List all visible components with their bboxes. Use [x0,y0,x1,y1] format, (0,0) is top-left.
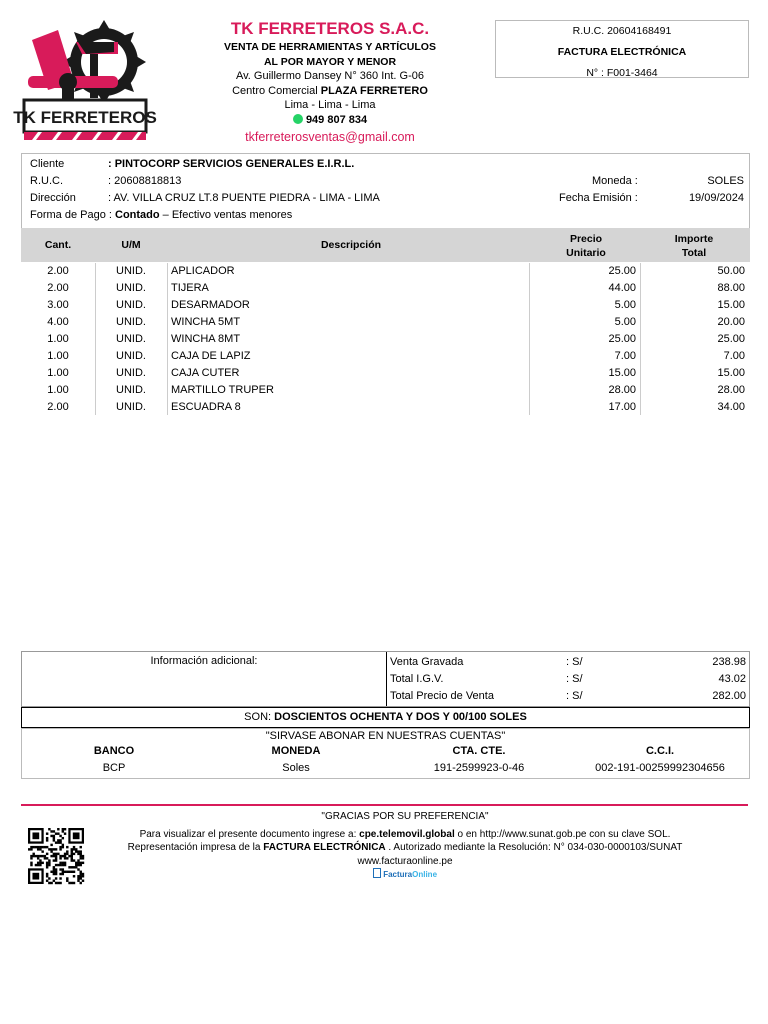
company-phone-number: 949 807 834 [305,113,368,126]
footer-line-1-link: cpe.telemovil.global [359,828,455,840]
footer-line-1-c: o en http://www.sunat.gob.pe con su clave SOL. [454,828,671,840]
col-header-total [646,232,742,260]
item-unit: UNID. [116,265,146,277]
col-header-total-2: Total [681,247,707,259]
totals-divider [386,652,387,706]
item-description: ESCUADRA 8 [171,401,241,413]
item-unit-price: 28.00 [608,384,636,396]
payment-method [30,209,292,221]
item-qty: 1.00 [47,350,69,362]
bank-account: 191-2599923-0-46 [433,762,525,774]
footer-divider [21,804,748,806]
footer-text [110,810,700,882]
issue-date: 19/09/2024 [688,192,744,204]
issue-date-label: Fecha Emisión : [559,192,638,204]
item-unit-price: 5.00 [614,299,636,311]
items-table-body [21,263,750,415]
client-address: : AV. VILLA CRUZ LT.8 PUENTE PIEDRA - LIMA - LIMA [108,192,380,204]
company-email: tkferreterosventas@gmail.com [245,130,415,144]
footer-line-1-a: Para visualizar el presente documento ingrese a: [139,828,360,840]
payment-value: Contado [115,209,160,221]
item-unit-price: 17.00 [608,401,636,413]
item-total: 7.00 [723,350,745,362]
invoice-number: N° : F001-3464 [586,67,658,79]
items-table-header [21,228,750,262]
igv-value: 43.02 [718,673,746,685]
invoice-id-box [495,20,749,78]
company-city: Lima - Lima - Lima [284,99,376,111]
item-qty: 1.00 [47,384,69,396]
item-qty: 3.00 [47,299,69,311]
item-unit: UNID. [116,299,146,311]
table-row [21,399,750,416]
col-header-unit-price-2: Unitario [566,247,606,259]
item-unit-price: 25.00 [608,265,636,277]
item-description: APLICADOR [171,265,235,277]
item-unit: UNID. [116,282,146,294]
item-total: 20.00 [717,316,745,328]
company-info [210,18,450,145]
footer-line-2-c: . Autorizado mediante la Resolución: N° 034-030-0000103/SUNAT [385,842,683,853]
amount-in-words-value: DOSCIENTOS OCHENTA Y DOS Y 00/100 SOLES [274,711,527,723]
payment-detail: – Efectivo ventas menores [159,209,293,221]
item-total: 28.00 [717,384,745,396]
grand-total-label: Total Precio de Venta [390,690,494,702]
bank-cci: 002-191-00259992304656 [595,762,725,774]
item-total: 88.00 [717,282,745,294]
document-icon [373,868,381,878]
item-description: DESARMADOR [171,299,250,311]
bank-accounts [21,728,750,779]
whatsapp-icon [293,114,303,124]
company-tagline-2: AL POR MAYOR Y MENOR [263,55,397,68]
qr-code [28,828,86,884]
item-description: TIJERA [171,282,209,294]
table-row [21,331,750,348]
amount-in-words [21,707,750,728]
footer-line-1 [110,828,700,842]
item-total: 25.00 [717,333,745,345]
currency-symbol: : S/ [566,673,583,685]
item-unit-price: 15.00 [608,367,636,379]
bank-header-bank: BANCO [93,745,135,757]
bank-header-currency: MONEDA [271,745,321,757]
item-unit: UNID. [116,350,146,362]
item-total: 15.00 [717,299,745,311]
item-unit-price: 5.00 [614,316,636,328]
company-address: Av. Guillermo Dansey N° 360 Int. G-06 [235,70,424,82]
item-unit: UNID. [116,384,146,396]
col-header-unit-price [541,232,631,260]
col-header-total-1: Importe [674,233,714,245]
item-unit: UNID. [116,316,146,328]
item-qty: 1.00 [47,367,69,379]
item-qty: 4.00 [47,316,69,328]
totals-box [21,651,750,707]
item-description: CAJA DE LAPIZ [171,350,251,362]
col-header-unit: U/M [121,239,141,251]
item-unit: UNID. [116,367,146,379]
bank-currency: Soles [282,762,310,774]
table-row [21,314,750,331]
table-row [21,263,750,280]
company-center-name: PLAZA FERRETERO [320,84,428,97]
table-row [21,297,750,314]
item-unit-price: 25.00 [608,333,636,345]
item-total: 34.00 [717,401,745,413]
company-tagline-1: VENTA DE HERRAMIENTAS Y ARTÍCULOS [224,41,436,53]
currency-label: Moneda : [592,175,638,187]
item-unit: UNID. [116,333,146,345]
currency-symbol: : S/ [566,656,583,668]
item-total: 15.00 [717,367,745,379]
item-qty: 2.00 [47,282,69,294]
footer-line-2 [110,841,700,855]
grand-total-value: 282.00 [712,690,746,702]
item-description: WINCHA 5MT [171,316,241,328]
currency-symbol: : S/ [566,690,583,702]
client-ruc-label: R.U.C. [30,175,63,187]
amount-in-words-prefix: SON: [244,711,275,723]
invoice-ruc: R.U.C. 20604168491 [572,25,672,37]
company-logo [13,20,157,142]
factura-online-brand-a: Factura [383,870,413,879]
client-ruc: : 20608818813 [108,175,182,187]
table-row [21,280,750,297]
item-description: CAJA CUTER [171,367,240,379]
company-center-prefix: Centro Comercial [232,84,321,97]
footer-line-2-a: Representación impresa de la [127,842,264,853]
item-qty: 1.00 [47,333,69,345]
factura-online-logo [110,868,700,882]
company-center [210,84,450,99]
client-address-label: Dirección [30,192,76,204]
taxable-sale-label: Venta Gravada [390,656,464,668]
item-unit: UNID. [116,401,146,413]
footer-website: www.facturaonline.pe [357,855,453,867]
thanks-note: "GRACIAS POR SU PREFERENCIA" [321,811,489,822]
bank-header-cci: C.C.I. [645,745,675,757]
company-name: TK FERRETEROS S.A.C. [230,19,430,38]
item-description: WINCHA 8MT [171,333,241,345]
col-header-qty: Cant. [44,239,72,251]
item-unit-price: 44.00 [608,282,636,294]
footer-line-2-b: FACTURA ELECTRÓNICA [263,842,386,853]
client-label: Cliente [30,158,65,170]
table-row [21,348,750,365]
bank-header-account: CTA. CTE. [452,745,506,757]
igv-label: Total I.G.V. [390,673,444,685]
col-header-unit-price-1: Precio [569,233,603,245]
col-header-description: Descripción [320,239,382,251]
table-row [21,382,750,399]
client-name: : PINTOCORP SERVICIOS GENERALES E.I.R.L. [108,158,355,170]
table-row [21,365,750,382]
company-phone [210,113,450,128]
invoice-type: FACTURA ELECTRÓNICA [557,46,687,58]
item-qty: 2.00 [47,401,69,413]
taxable-sale-value: 238.98 [712,656,746,668]
item-description: MARTILLO TRUPER [171,384,274,396]
client-info [21,153,750,228]
factura-online-brand-b: Online [412,870,438,879]
item-unit-price: 7.00 [614,350,636,362]
item-qty: 2.00 [47,265,69,277]
additional-info-label: Información adicional: [150,655,258,667]
logo-text: TK FERRETEROS [13,108,157,127]
payment-label: Forma de Pago : [30,209,115,221]
bank-name: BCP [102,762,126,774]
bank-title: "SIRVASE ABONAR EN NUESTRAS CUENTAS" [265,730,506,742]
currency-value: SOLES [707,175,744,187]
item-total: 50.00 [717,265,745,277]
